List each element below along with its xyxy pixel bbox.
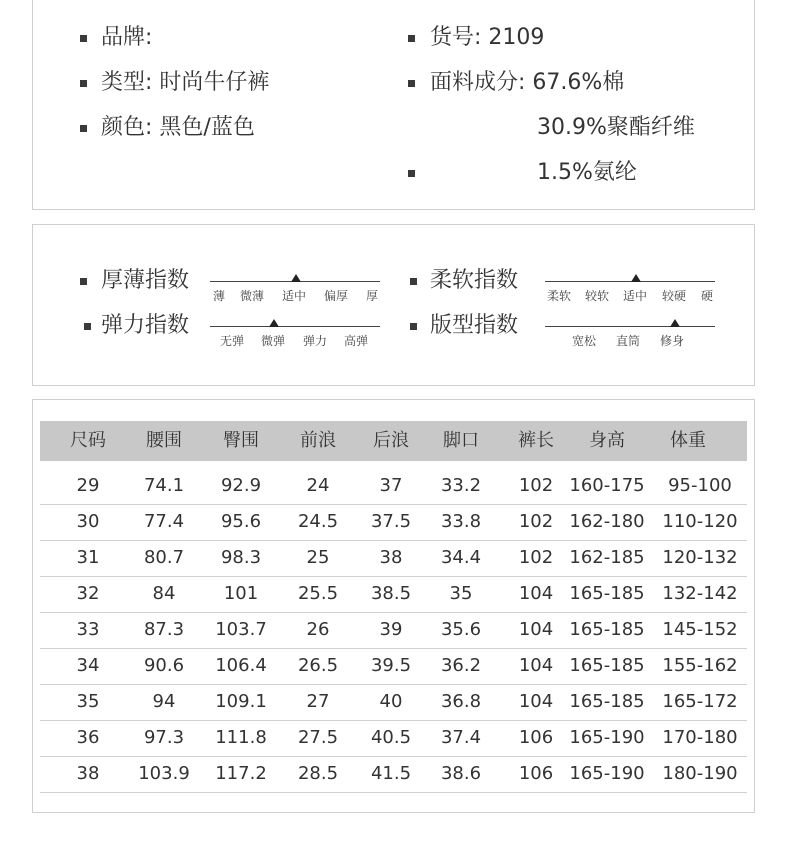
table-cell: 106 — [518, 727, 554, 748]
table-cell: 104 — [518, 583, 554, 604]
column-header: 脚口 — [443, 430, 479, 451]
table-cell: 26 — [306, 619, 330, 640]
size-chart-panel — [32, 399, 755, 813]
softness-tick: 硬 — [701, 289, 714, 303]
fit-scale-line — [545, 326, 715, 327]
column-header: 腰围 — [146, 430, 182, 451]
table-cell: 33.2 — [440, 475, 482, 496]
bullet-icon — [408, 170, 415, 177]
table-cell: 77.4 — [143, 511, 185, 532]
bullet-icon — [80, 35, 87, 42]
row-divider — [40, 684, 747, 685]
elasticity-tick: 微弹 — [261, 334, 286, 348]
table-cell: 98.3 — [220, 547, 262, 568]
table-cell: 104 — [518, 655, 554, 676]
table-cell: 74.1 — [143, 475, 185, 496]
table-cell: 24.5 — [297, 511, 339, 532]
softness-tick: 柔软 — [547, 289, 572, 303]
fit-index-title: 版型指数 — [430, 313, 519, 338]
table-cell: 165-172 — [662, 691, 738, 712]
elasticity-scale-line — [210, 326, 380, 327]
table-cell: 28.5 — [297, 763, 339, 784]
type-label: 类型: 时尚牛仔裤 — [101, 70, 270, 95]
softness-tick: 较软 — [585, 289, 610, 303]
elasticity-index-title: 弹力指数 — [101, 313, 190, 338]
table-cell: 84 — [152, 583, 176, 604]
table-cell: 38 — [379, 547, 403, 568]
fabric-label: 面料成分: 67.6%棉 — [430, 70, 625, 95]
table-cell: 110-120 — [662, 511, 738, 532]
column-header: 后浪 — [373, 430, 409, 451]
elasticity-marker-icon — [269, 319, 279, 327]
table-cell: 35.6 — [440, 619, 482, 640]
bullet-icon — [84, 323, 91, 330]
table-cell: 35 — [449, 583, 473, 604]
thickness-tick: 微薄 — [240, 289, 265, 303]
table-cell: 34 — [76, 655, 100, 676]
table-cell: 30 — [76, 511, 100, 532]
row-divider — [40, 612, 747, 613]
column-header: 裤长 — [518, 430, 554, 451]
brand-label: 品牌: — [101, 25, 153, 50]
table-cell: 32 — [76, 583, 100, 604]
softness-scale-line — [545, 281, 715, 282]
table-cell: 40.5 — [370, 727, 412, 748]
fabric-line-3: 1.5%氨纶 — [537, 160, 637, 185]
table-cell: 165-185 — [569, 619, 645, 640]
row-divider — [40, 540, 747, 541]
table-cell: 165-185 — [569, 655, 645, 676]
thickness-tick: 厚 — [366, 289, 379, 303]
row-divider — [40, 756, 747, 757]
table-cell: 38.5 — [370, 583, 412, 604]
table-cell: 36.8 — [440, 691, 482, 712]
bullet-icon — [80, 278, 87, 285]
table-cell: 25.5 — [297, 583, 339, 604]
thickness-tick: 薄 — [213, 289, 226, 303]
table-cell: 103.9 — [138, 763, 190, 784]
table-cell: 102 — [518, 475, 554, 496]
table-cell: 120-132 — [662, 547, 738, 568]
table-cell: 102 — [518, 547, 554, 568]
color-label: 颜色: 黑色/蓝色 — [101, 115, 255, 140]
table-cell: 109.1 — [215, 691, 267, 712]
row-divider — [40, 792, 747, 793]
table-cell: 165-185 — [569, 691, 645, 712]
elasticity-tick: 弹力 — [303, 334, 328, 348]
table-cell: 103.7 — [215, 619, 267, 640]
table-cell: 41.5 — [370, 763, 412, 784]
table-cell: 180-190 — [662, 763, 738, 784]
thickness-tick: 偏厚 — [324, 289, 349, 303]
fit-tick: 直筒 — [616, 334, 641, 348]
fabric-index-panel — [32, 224, 755, 386]
table-cell: 39.5 — [370, 655, 412, 676]
row-divider — [40, 576, 747, 577]
table-cell: 90.6 — [143, 655, 185, 676]
table-cell: 165-185 — [569, 583, 645, 604]
table-cell: 33.8 — [440, 511, 482, 532]
bullet-icon — [408, 35, 415, 42]
elasticity-tick: 高弹 — [344, 334, 369, 348]
column-header: 体重 — [670, 430, 706, 451]
table-cell: 31 — [76, 547, 100, 568]
softness-tick: 较硬 — [662, 289, 687, 303]
row-divider — [40, 648, 747, 649]
table-cell: 104 — [518, 691, 554, 712]
column-header: 尺码 — [70, 430, 106, 451]
table-cell: 35 — [76, 691, 100, 712]
table-cell: 39 — [379, 619, 403, 640]
table-cell: 170-180 — [662, 727, 738, 748]
table-cell: 101 — [223, 583, 259, 604]
table-cell: 160-175 — [569, 475, 645, 496]
table-cell: 37.4 — [440, 727, 482, 748]
bullet-icon — [410, 323, 417, 330]
table-cell: 106.4 — [215, 655, 267, 676]
softness-tick: 适中 — [623, 289, 648, 303]
table-cell: 26.5 — [297, 655, 339, 676]
softness-index-title: 柔软指数 — [430, 268, 519, 293]
table-cell: 155-162 — [662, 655, 738, 676]
bullet-icon — [408, 80, 415, 87]
bullet-icon — [80, 125, 87, 132]
table-cell: 92.9 — [220, 475, 262, 496]
table-cell: 97.3 — [143, 727, 185, 748]
thickness-index-title: 厚薄指数 — [101, 268, 190, 293]
table-cell: 34.4 — [440, 547, 482, 568]
table-cell: 80.7 — [143, 547, 185, 568]
table-cell: 27 — [306, 691, 330, 712]
table-cell: 37 — [379, 475, 403, 496]
table-cell: 38 — [76, 763, 100, 784]
fit-tick: 宽松 — [572, 334, 597, 348]
column-header: 臀围 — [223, 430, 259, 451]
table-cell: 24 — [306, 475, 330, 496]
thickness-marker-icon — [291, 274, 301, 282]
table-cell: 40 — [379, 691, 403, 712]
table-cell: 29 — [76, 475, 100, 496]
table-cell: 27.5 — [297, 727, 339, 748]
softness-marker-icon — [631, 274, 641, 282]
table-cell: 162-185 — [569, 547, 645, 568]
table-cell: 94 — [152, 691, 176, 712]
bullet-icon — [80, 80, 87, 87]
table-cell: 106 — [518, 763, 554, 784]
table-cell: 38.6 — [440, 763, 482, 784]
table-cell: 165-190 — [569, 727, 645, 748]
bullet-icon — [410, 278, 417, 285]
table-cell: 25 — [306, 547, 330, 568]
table-cell: 104 — [518, 619, 554, 640]
table-cell: 102 — [518, 511, 554, 532]
table-cell: 132-142 — [662, 583, 738, 604]
column-header: 身高 — [589, 430, 625, 451]
table-cell: 36.2 — [440, 655, 482, 676]
table-cell: 117.2 — [215, 763, 267, 784]
table-cell: 87.3 — [143, 619, 185, 640]
column-header: 前浪 — [300, 430, 336, 451]
table-cell: 37.5 — [370, 511, 412, 532]
thickness-tick: 适中 — [282, 289, 307, 303]
table-cell: 165-190 — [569, 763, 645, 784]
table-cell: 95.6 — [220, 511, 262, 532]
row-divider — [40, 504, 747, 505]
table-cell: 36 — [76, 727, 100, 748]
row-divider — [40, 720, 747, 721]
sku-label: 货号: 2109 — [430, 25, 545, 50]
elasticity-tick: 无弹 — [220, 334, 245, 348]
table-cell: 111.8 — [215, 727, 267, 748]
table-cell: 33 — [76, 619, 100, 640]
fit-marker-icon — [670, 319, 680, 327]
fit-tick: 修身 — [660, 334, 685, 348]
fabric-line-2: 30.9%聚酯纤维 — [537, 115, 695, 140]
table-cell: 145-152 — [662, 619, 738, 640]
table-cell: 95-100 — [668, 475, 732, 496]
table-cell: 162-180 — [569, 511, 645, 532]
